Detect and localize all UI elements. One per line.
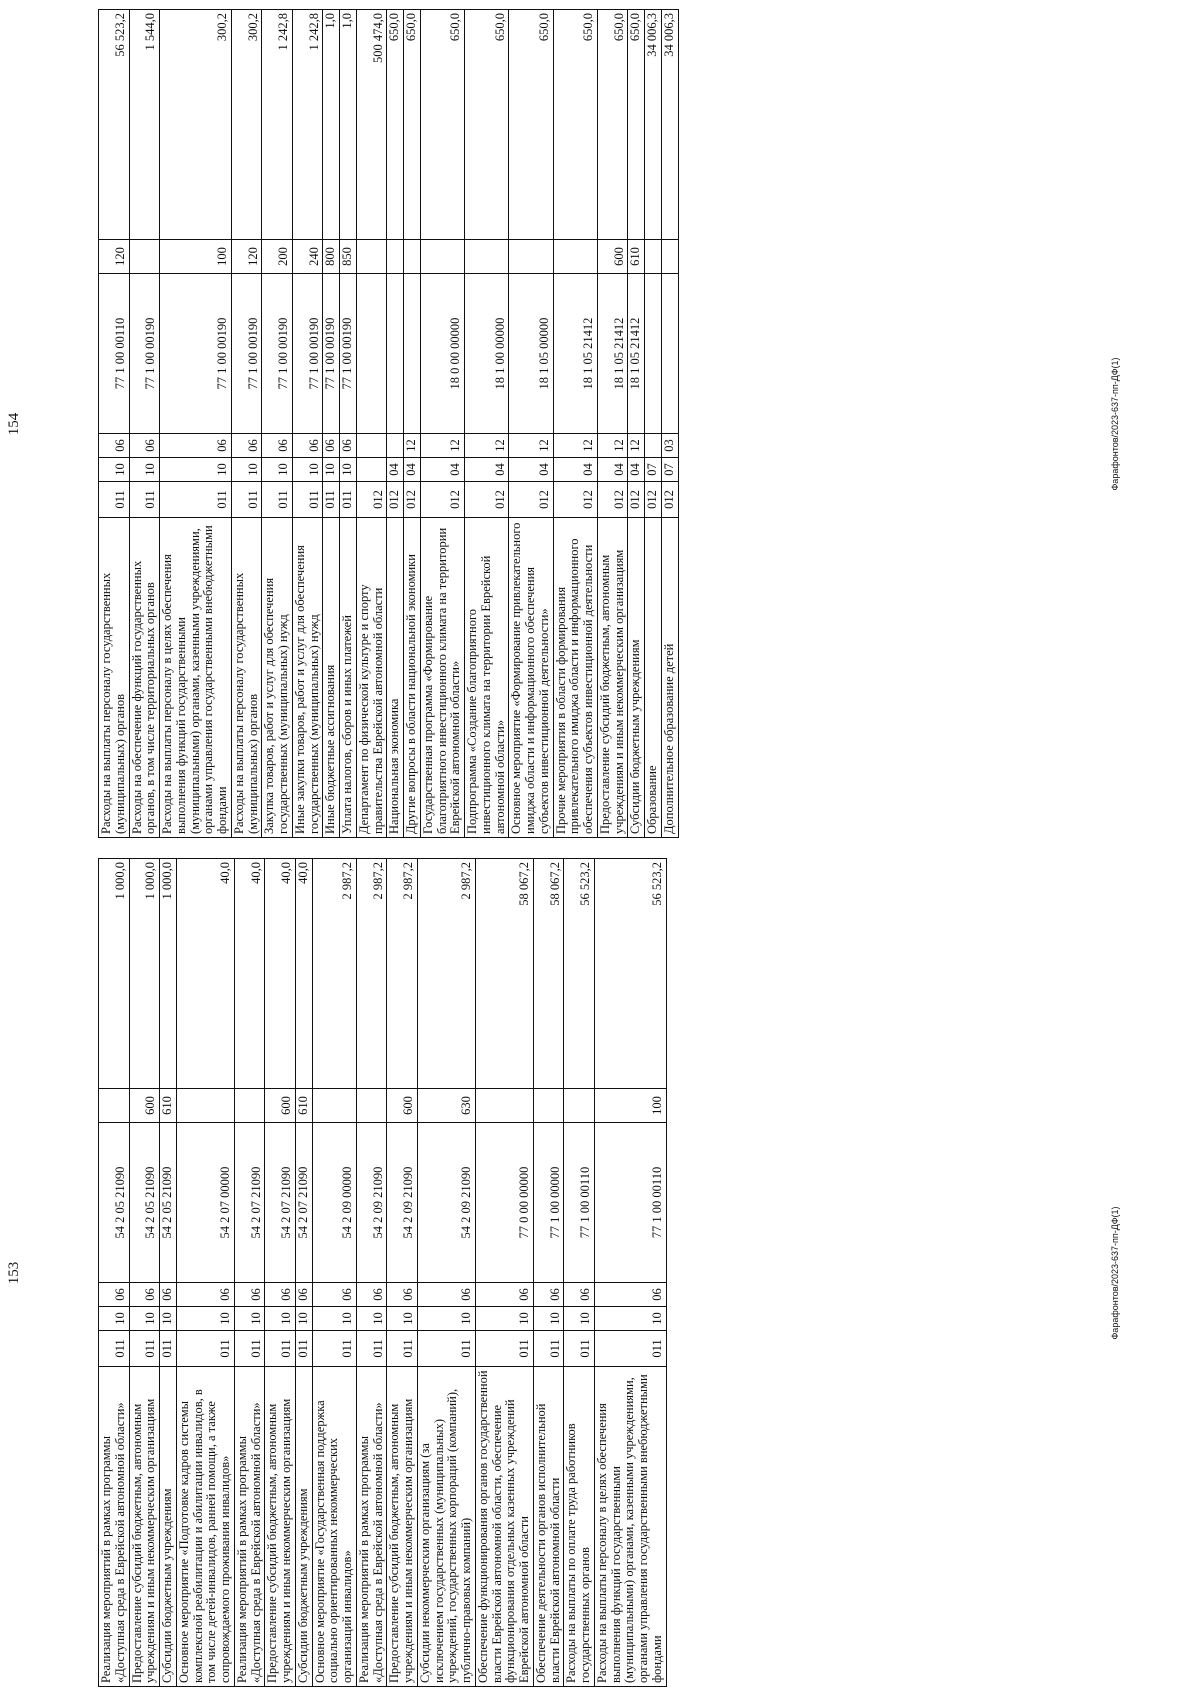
row-vr-cell: 600 bbox=[387, 1089, 418, 1123]
row-pr-cell: 06 bbox=[99, 434, 130, 458]
row-gr-cell: 011 bbox=[417, 1331, 475, 1367]
row-cs-cell: 77 1 00 00110 bbox=[594, 1123, 666, 1283]
row-rz-cell: 10 bbox=[356, 1307, 387, 1331]
row-cs-cell: 77 1 00 00190 bbox=[129, 274, 160, 434]
row-vr-cell: 610 bbox=[628, 240, 645, 274]
table-row bbox=[176, 859, 234, 1687]
budget-table-body bbox=[99, 10, 679, 838]
table-row bbox=[387, 859, 418, 1687]
table-row bbox=[628, 10, 645, 838]
table-row bbox=[404, 10, 421, 838]
row-sum-cell: 1,0 bbox=[340, 10, 357, 240]
table-row bbox=[509, 10, 553, 838]
row-name-cell: Подпрограмма «Создание благоприятного инвестиционного климата на территории Еврейской автономной области» bbox=[465, 518, 509, 838]
table-row bbox=[160, 10, 232, 838]
row-gr-cell: 011 bbox=[129, 482, 160, 518]
row-vr-cell: 600 bbox=[129, 1089, 160, 1123]
table-row bbox=[295, 859, 312, 1687]
row-sum-cell: 650,0 bbox=[553, 10, 597, 240]
row-gr-cell: 012 bbox=[661, 482, 678, 518]
budget-table-153 bbox=[98, 858, 667, 1687]
row-gr-cell: 011 bbox=[176, 1331, 234, 1367]
row-vr-cell bbox=[509, 240, 553, 274]
row-pr-cell: 12 bbox=[404, 434, 421, 458]
row-vr-cell bbox=[356, 240, 387, 274]
row-sum-cell: 40,0 bbox=[234, 859, 265, 1089]
row-sum-cell: 650,0 bbox=[404, 10, 421, 240]
table-row bbox=[129, 859, 160, 1687]
row-sum-cell: 40,0 bbox=[176, 859, 234, 1089]
row-rz-cell: 10 bbox=[129, 458, 160, 482]
row-gr-cell: 011 bbox=[323, 482, 340, 518]
table-row bbox=[594, 859, 666, 1687]
table-row bbox=[129, 10, 160, 838]
row-pr-cell: 06 bbox=[99, 1283, 130, 1307]
document-footer: Фарафонтов/2023-637-пп-ДФ(1) bbox=[1110, 1206, 1120, 1340]
row-rz-cell: 10 bbox=[176, 1307, 234, 1331]
row-vr-cell bbox=[533, 1089, 564, 1123]
row-rz-cell: 04 bbox=[465, 458, 509, 482]
row-gr-cell: 012 bbox=[387, 482, 404, 518]
row-pr-cell: 06 bbox=[594, 1283, 666, 1307]
row-gr-cell: 011 bbox=[594, 1331, 666, 1367]
row-name-cell: Государственная программа «Формирование благоприятного инвестиционного климата на территории Еврейской автономной области» bbox=[420, 518, 464, 838]
row-gr-cell: 011 bbox=[356, 1331, 387, 1367]
row-vr-cell: 630 bbox=[417, 1089, 475, 1123]
row-cs-cell: 18 1 00 00000 bbox=[465, 274, 509, 434]
row-vr-cell bbox=[176, 1089, 234, 1123]
row-pr-cell: 06 bbox=[295, 1283, 312, 1307]
row-cs-cell: 77 1 00 00190 bbox=[231, 274, 262, 434]
row-sum-cell: 40,0 bbox=[295, 859, 312, 1089]
row-gr-cell: 011 bbox=[312, 1331, 356, 1367]
row-rz-cell: 10 bbox=[129, 1307, 160, 1331]
row-gr-cell: 011 bbox=[99, 1331, 130, 1367]
row-gr-cell: 011 bbox=[231, 482, 262, 518]
row-cs-cell: 54 2 07 00000 bbox=[176, 1123, 234, 1283]
row-sum-cell: 1 000,0 bbox=[129, 859, 160, 1089]
row-cs-cell bbox=[404, 274, 421, 434]
table-row bbox=[292, 10, 323, 838]
row-vr-cell bbox=[645, 240, 662, 274]
row-cs-cell: 54 2 07 21090 bbox=[295, 1123, 312, 1283]
row-gr-cell: 011 bbox=[533, 1331, 564, 1367]
row-vr-cell bbox=[420, 240, 464, 274]
row-name-cell: Субсидии бюджетным учреждениям bbox=[628, 518, 645, 838]
row-name-cell: Реализация мероприятий в рамках программы «Доступная среда в Еврейской автономной области» bbox=[234, 1367, 265, 1687]
row-cs-cell bbox=[356, 274, 387, 434]
row-rz-cell: 10 bbox=[99, 1307, 130, 1331]
row-vr-cell bbox=[387, 240, 404, 274]
row-name-cell: Предоставление субсидий бюджетным, автономным учреждениям и иным некоммерческим организациям bbox=[597, 518, 628, 838]
table-row bbox=[475, 859, 533, 1687]
row-rz-cell: 10 bbox=[99, 458, 130, 482]
row-sum-cell: 40,0 bbox=[265, 859, 296, 1089]
row-gr-cell: 012 bbox=[645, 482, 662, 518]
row-gr-cell: 012 bbox=[420, 482, 464, 518]
table-row bbox=[160, 859, 177, 1687]
row-sum-cell: 34 006,3 bbox=[661, 10, 678, 240]
row-rz-cell: 10 bbox=[594, 1307, 666, 1331]
row-gr-cell: 012 bbox=[597, 482, 628, 518]
row-vr-cell bbox=[465, 240, 509, 274]
table-row bbox=[420, 10, 464, 838]
table-row bbox=[231, 10, 262, 838]
row-pr-cell: 06 bbox=[475, 1283, 533, 1307]
row-name-cell: Реализация мероприятий в рамках программы «Доступная среда в Еврейской автономной области» bbox=[356, 1367, 387, 1687]
row-name-cell: Расходы на обеспечение функций государственных органов, в том числе территориальных органов bbox=[129, 518, 160, 838]
row-pr-cell: 06 bbox=[265, 1283, 296, 1307]
row-pr-cell: 06 bbox=[292, 434, 323, 458]
row-sum-cell: 650,0 bbox=[597, 10, 628, 240]
row-pr-cell: 06 bbox=[323, 434, 340, 458]
row-rz-cell: 10 bbox=[312, 1307, 356, 1331]
row-gr-cell: 011 bbox=[234, 1331, 265, 1367]
row-name-cell: Прочие мероприятия в области формирования привлекательного имиджа области и информационного обеспечения субъектов инвестиционной деятельности bbox=[553, 518, 597, 838]
table-row bbox=[387, 10, 404, 838]
row-rz-cell: 04 bbox=[509, 458, 553, 482]
table-row bbox=[533, 859, 564, 1687]
row-name-cell: Субсидии бюджетным учреждениям bbox=[295, 1367, 312, 1687]
row-vr-cell: 100 bbox=[160, 240, 232, 274]
row-sum-cell: 300,2 bbox=[231, 10, 262, 240]
row-gr-cell: 011 bbox=[160, 1331, 177, 1367]
row-vr-cell: 610 bbox=[160, 1089, 177, 1123]
row-name-cell: Субсидии некоммерческим организациям (за исключением государственных (муниципальных) учреждений, государственных корпораций (компаний), публично-правовых компаний) bbox=[417, 1367, 475, 1687]
row-pr-cell: 06 bbox=[262, 434, 293, 458]
row-rz-cell: 07 bbox=[645, 458, 662, 482]
row-rz-cell: 10 bbox=[231, 458, 262, 482]
row-rz-cell: 10 bbox=[160, 1307, 177, 1331]
table-row bbox=[340, 10, 357, 838]
row-rz-cell: 10 bbox=[234, 1307, 265, 1331]
table-row bbox=[234, 859, 265, 1687]
row-pr-cell: 06 bbox=[564, 1283, 595, 1307]
row-pr-cell: 06 bbox=[417, 1283, 475, 1307]
row-pr-cell: 03 bbox=[661, 434, 678, 458]
row-rz-cell: 10 bbox=[295, 1307, 312, 1331]
table-row bbox=[265, 859, 296, 1687]
row-vr-cell: 800 bbox=[323, 240, 340, 274]
row-gr-cell: 011 bbox=[475, 1331, 533, 1367]
row-cs-cell: 54 2 09 21090 bbox=[417, 1123, 475, 1283]
row-cs-cell: 77 1 00 00190 bbox=[340, 274, 357, 434]
row-name-cell: Образование bbox=[645, 518, 662, 838]
page-153-scan bbox=[0, 849, 1200, 1697]
row-vr-cell: 610 bbox=[295, 1089, 312, 1123]
row-pr-cell: 06 bbox=[160, 1283, 177, 1307]
row-cs-cell: 77 1 00 00110 bbox=[564, 1123, 595, 1283]
row-name-cell: Основное мероприятие «Формирование привлекательного имиджа области и информационного обеспечения субъектов инвестиционной деятельности» bbox=[509, 518, 553, 838]
table-row bbox=[553, 10, 597, 838]
row-name-cell: Дополнительное образование детей bbox=[661, 518, 678, 838]
row-gr-cell: 012 bbox=[553, 482, 597, 518]
row-cs-cell: 77 1 00 00190 bbox=[292, 274, 323, 434]
row-name-cell: Закупка товаров, работ и услуг для обеспечения государственных (муниципальных) нужд bbox=[262, 518, 293, 838]
row-rz-cell: 10 bbox=[417, 1307, 475, 1331]
row-pr-cell: 12 bbox=[509, 434, 553, 458]
row-vr-cell bbox=[553, 240, 597, 274]
row-pr-cell: 06 bbox=[234, 1283, 265, 1307]
row-sum-cell: 56 523,2 bbox=[594, 859, 666, 1089]
row-vr-cell: 100 bbox=[594, 1089, 666, 1123]
row-name-cell: Другие вопросы в области национальной экономики bbox=[404, 518, 421, 838]
row-sum-cell: 1,0 bbox=[323, 10, 340, 240]
row-name-cell: Департамент по физической культуре и спорту правительства Еврейской автономной области bbox=[356, 518, 387, 838]
row-rz-cell: 07 bbox=[661, 458, 678, 482]
row-name-cell: Обеспечение функционирования органов государственной власти Еврейской автономной области, обеспечение функционирования отдельных казенных учреждений Еврейской автономной области bbox=[475, 1367, 533, 1687]
budget-table-body bbox=[99, 859, 667, 1687]
row-cs-cell: 77 1 00 00000 bbox=[533, 1123, 564, 1283]
row-pr-cell: 12 bbox=[597, 434, 628, 458]
row-vr-cell: 240 bbox=[292, 240, 323, 274]
row-sum-cell: 650,0 bbox=[628, 10, 645, 240]
row-cs-cell: 54 2 09 00000 bbox=[312, 1123, 356, 1283]
table-row bbox=[312, 859, 356, 1687]
row-cs-cell bbox=[645, 274, 662, 434]
row-vr-cell bbox=[356, 1089, 387, 1123]
row-sum-cell: 650,0 bbox=[387, 10, 404, 240]
row-gr-cell: 011 bbox=[160, 482, 232, 518]
row-sum-cell: 1 544,0 bbox=[129, 10, 160, 240]
row-pr-cell: 06 bbox=[340, 434, 357, 458]
row-cs-cell: 77 0 00 00000 bbox=[475, 1123, 533, 1283]
row-gr-cell: 012 bbox=[628, 482, 645, 518]
row-pr-cell: 06 bbox=[160, 434, 232, 458]
row-gr-cell: 011 bbox=[129, 1331, 160, 1367]
row-pr-cell bbox=[356, 434, 387, 458]
row-cs-cell: 77 1 00 00110 bbox=[99, 274, 130, 434]
row-name-cell: Уплата налогов, сборов и иных платежей bbox=[340, 518, 357, 838]
row-cs-cell: 54 2 09 21090 bbox=[356, 1123, 387, 1283]
row-rz-cell: 10 bbox=[475, 1307, 533, 1331]
row-cs-cell: 54 2 09 21090 bbox=[387, 1123, 418, 1283]
page-154-scan bbox=[0, 0, 1200, 848]
row-gr-cell: 011 bbox=[99, 482, 130, 518]
row-vr-cell bbox=[99, 1089, 130, 1123]
row-rz-cell: 10 bbox=[387, 1307, 418, 1331]
row-name-cell: Основное мероприятие «Подготовке кадров системы комплексной реабилитации и абилитации инвалидов, в том числе детей-инвалидов, ранней помощи, а также сопровождаемого проживания инвалидов» bbox=[176, 1367, 234, 1687]
row-vr-cell bbox=[129, 240, 160, 274]
row-pr-cell: 06 bbox=[533, 1283, 564, 1307]
row-cs-cell: 18 0 00 00000 bbox=[420, 274, 464, 434]
row-cs-cell: 77 1 00 00190 bbox=[323, 274, 340, 434]
row-name-cell: Субсидии бюджетным учреждениям bbox=[160, 1367, 177, 1687]
row-rz-cell: 10 bbox=[564, 1307, 595, 1331]
row-gr-cell: 011 bbox=[262, 482, 293, 518]
row-name-cell: Основное мероприятие «Государственная поддержка социально ориентированных некоммерческих организаций инвалидов» bbox=[312, 1367, 356, 1687]
row-sum-cell: 34 006,3 bbox=[645, 10, 662, 240]
row-gr-cell: 012 bbox=[404, 482, 421, 518]
row-pr-cell: 06 bbox=[387, 1283, 418, 1307]
row-rz-cell: 04 bbox=[597, 458, 628, 482]
row-gr-cell: 012 bbox=[465, 482, 509, 518]
row-sum-cell: 500 474,0 bbox=[356, 10, 387, 240]
row-vr-cell: 120 bbox=[99, 240, 130, 274]
row-sum-cell: 2 987,2 bbox=[312, 859, 356, 1089]
row-vr-cell: 600 bbox=[265, 1089, 296, 1123]
table-row bbox=[356, 10, 387, 838]
row-rz-cell: 10 bbox=[340, 458, 357, 482]
row-vr-cell bbox=[312, 1089, 356, 1123]
row-name-cell: Расходы на выплаты персоналу государственных (муниципальных) органов bbox=[99, 518, 130, 838]
row-cs-cell: 54 2 07 21090 bbox=[265, 1123, 296, 1283]
table-row bbox=[99, 859, 130, 1687]
row-pr-cell: 06 bbox=[129, 1283, 160, 1307]
row-cs-cell: 54 2 05 21090 bbox=[129, 1123, 160, 1283]
row-sum-cell: 300,2 bbox=[160, 10, 232, 240]
row-rz-cell: 04 bbox=[628, 458, 645, 482]
row-cs-cell bbox=[661, 274, 678, 434]
page-number: 154 bbox=[6, 412, 22, 436]
row-name-cell: Предоставление субсидий бюджетным, автономным учреждениям и иным некоммерческим организациям bbox=[387, 1367, 418, 1687]
row-name-cell: Предоставление субсидий бюджетным, автономным учреждениям и иным некоммерческим организациям bbox=[129, 1367, 160, 1687]
document-footer: Фарафонтов/2023-637-пп-ДФ(1) bbox=[1110, 357, 1120, 491]
row-pr-cell: 06 bbox=[231, 434, 262, 458]
row-rz-cell: 04 bbox=[553, 458, 597, 482]
row-sum-cell: 56 523,2 bbox=[99, 10, 130, 240]
row-cs-cell: 18 1 05 21412 bbox=[597, 274, 628, 434]
row-name-cell: Иные бюджетные ассигнования bbox=[323, 518, 340, 838]
row-gr-cell: 012 bbox=[509, 482, 553, 518]
row-name-cell: Иные закупки товаров, работ и услуг для обеспечения государственных (муниципальных) нужд bbox=[292, 518, 323, 838]
table-row bbox=[661, 10, 678, 838]
row-pr-cell: 12 bbox=[553, 434, 597, 458]
row-sum-cell: 58 067,2 bbox=[475, 859, 533, 1089]
row-rz-cell: 04 bbox=[420, 458, 464, 482]
table-row bbox=[323, 10, 340, 838]
row-gr-cell: 012 bbox=[356, 482, 387, 518]
row-pr-cell: 06 bbox=[356, 1283, 387, 1307]
row-cs-cell: 54 2 05 21090 bbox=[99, 1123, 130, 1283]
row-pr-cell: 12 bbox=[628, 434, 645, 458]
row-name-cell: Расходы на выплаты персоналу в целях обеспечения выполнения функций государственными (муниципальными) органами, казенными учреждениями, органами управления государственными внебюджетными фондами bbox=[160, 518, 232, 838]
table-row bbox=[645, 10, 662, 838]
row-name-cell: Реализация мероприятий в рамках программы «Доступная среда в Еврейской автономной области» bbox=[99, 1367, 130, 1687]
table-row bbox=[99, 10, 130, 838]
page-153-rotated bbox=[0, 849, 1200, 1697]
row-vr-cell: 850 bbox=[340, 240, 357, 274]
row-gr-cell: 011 bbox=[340, 482, 357, 518]
table-row bbox=[262, 10, 293, 838]
budget-table-154 bbox=[98, 9, 679, 838]
row-cs-cell bbox=[387, 274, 404, 434]
row-pr-cell: 06 bbox=[176, 1283, 234, 1307]
row-rz-cell bbox=[356, 458, 387, 482]
row-gr-cell: 011 bbox=[387, 1331, 418, 1367]
row-gr-cell: 011 bbox=[564, 1331, 595, 1367]
row-sum-cell: 58 067,2 bbox=[533, 859, 564, 1089]
row-cs-cell: 54 2 05 21090 bbox=[160, 1123, 177, 1283]
row-vr-cell bbox=[564, 1089, 595, 1123]
table-row bbox=[356, 859, 387, 1687]
row-vr-cell bbox=[404, 240, 421, 274]
table-row bbox=[417, 859, 475, 1687]
row-rz-cell: 10 bbox=[265, 1307, 296, 1331]
row-cs-cell: 77 1 00 00190 bbox=[262, 274, 293, 434]
row-cs-cell: 18 1 05 00000 bbox=[509, 274, 553, 434]
row-gr-cell: 011 bbox=[292, 482, 323, 518]
row-vr-cell bbox=[234, 1089, 265, 1123]
row-cs-cell: 77 1 00 00190 bbox=[160, 274, 232, 434]
row-vr-cell: 600 bbox=[597, 240, 628, 274]
row-sum-cell: 1 000,0 bbox=[160, 859, 177, 1089]
row-sum-cell: 1 000,0 bbox=[99, 859, 130, 1089]
row-name-cell: Расходы на выплаты по оплате труда работников государственных органов bbox=[564, 1367, 595, 1687]
row-sum-cell: 650,0 bbox=[465, 10, 509, 240]
row-rz-cell: 04 bbox=[387, 458, 404, 482]
row-pr-cell: 12 bbox=[420, 434, 464, 458]
row-sum-cell: 1 242,8 bbox=[292, 10, 323, 240]
row-name-cell: Национальная экономика bbox=[387, 518, 404, 838]
row-name-cell: Предоставление субсидий бюджетным, автономным учреждениям и иным некоммерческим организациям bbox=[265, 1367, 296, 1687]
row-cs-cell: 54 2 07 21090 bbox=[234, 1123, 265, 1283]
row-rz-cell: 10 bbox=[533, 1307, 564, 1331]
row-name-cell: Расходы на выплаты персоналу государственных (муниципальных) органов bbox=[231, 518, 262, 838]
row-gr-cell: 011 bbox=[265, 1331, 296, 1367]
page-number: 153 bbox=[6, 1261, 22, 1285]
row-sum-cell: 2 987,2 bbox=[387, 859, 418, 1089]
row-sum-cell: 2 987,2 bbox=[417, 859, 475, 1089]
row-rz-cell: 10 bbox=[262, 458, 293, 482]
row-vr-cell: 200 bbox=[262, 240, 293, 274]
row-rz-cell: 10 bbox=[292, 458, 323, 482]
row-pr-cell bbox=[387, 434, 404, 458]
row-pr-cell: 12 bbox=[465, 434, 509, 458]
row-sum-cell: 650,0 bbox=[509, 10, 553, 240]
row-rz-cell: 10 bbox=[160, 458, 232, 482]
row-sum-cell: 650,0 bbox=[420, 10, 464, 240]
row-rz-cell: 04 bbox=[404, 458, 421, 482]
table-row bbox=[564, 859, 595, 1687]
row-rz-cell: 10 bbox=[323, 458, 340, 482]
page-154-rotated bbox=[0, 0, 1200, 848]
table-row bbox=[597, 10, 628, 838]
row-name-cell: Обеспечение деятельности органов исполнительной власти Еврейской автономной области bbox=[533, 1367, 564, 1687]
row-pr-cell: 06 bbox=[129, 434, 160, 458]
row-sum-cell: 56 523,2 bbox=[564, 859, 595, 1089]
row-sum-cell: 2 987,2 bbox=[356, 859, 387, 1089]
row-vr-cell: 120 bbox=[231, 240, 262, 274]
row-gr-cell: 011 bbox=[295, 1331, 312, 1367]
table-row bbox=[465, 10, 509, 838]
row-pr-cell bbox=[645, 434, 662, 458]
row-pr-cell: 06 bbox=[312, 1283, 356, 1307]
row-name-cell: Расходы на выплаты персоналу в целях обеспечения выполнения функций государственными (муниципальными) органами, казенными учреждениями, органами управления государственными внебюджетными фондами bbox=[594, 1367, 666, 1687]
row-cs-cell: 18 1 05 21412 bbox=[553, 274, 597, 434]
row-cs-cell: 18 1 05 21412 bbox=[628, 274, 645, 434]
row-sum-cell: 1 242,8 bbox=[262, 10, 293, 240]
row-vr-cell bbox=[475, 1089, 533, 1123]
row-vr-cell bbox=[661, 240, 678, 274]
